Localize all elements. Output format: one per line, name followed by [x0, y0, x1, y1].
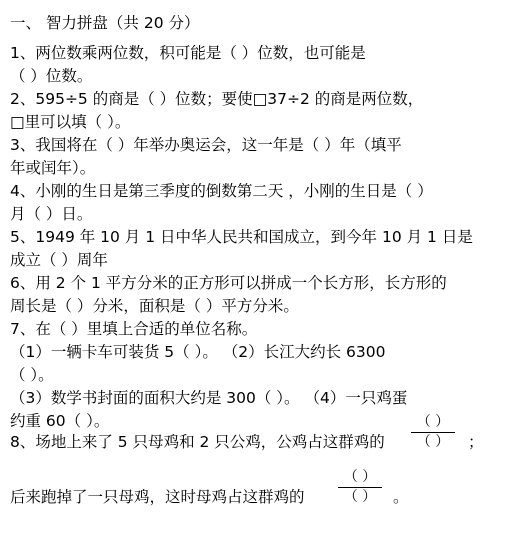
fraction-bar [411, 432, 455, 433]
question-7-item-line-3: （3）数学书封面的面积大约是 300（ ）。 （4）一只鸡蛋 [10, 389, 408, 407]
fraction-blank-1 [411, 414, 455, 451]
fraction-bar [338, 487, 382, 488]
question-8-line-1: 8、场地上来了 5 只母鸡和 2 只公鸡，公鸡占这群鸡的 [10, 433, 385, 451]
question-4-line-2: 月（ ）日。 [10, 205, 93, 223]
question-6-line-2: 周长是（ ）分米，面积是（ ）平方分米。 [10, 297, 299, 315]
question-3-line-2: 年或闰年）。 [10, 159, 96, 177]
section-title: 一、 智力拼盘（共 20 分） [10, 14, 200, 32]
question-1-line-2: （ ）位数。 [10, 67, 93, 85]
question-3-line-1: 3、我国将在（ ）年举办奥运会，这一年是（ ）年（填平 [10, 136, 402, 154]
fraction-denominator: （ ） [416, 434, 450, 450]
question-8-semicolon: ； [468, 433, 484, 451]
fraction-blank-2 [338, 469, 382, 506]
fraction-denominator: （ ） [343, 489, 377, 505]
question-6-line-1: 6、用 2 个 1 平方分米的正方形可以拼成一个长方形，长方形的 [10, 274, 447, 292]
question-7-item-line-1: （1）一辆卡车可装货 5（ ）。 （2）长江大约长 6300 [10, 343, 386, 361]
question-2-line-2: □里可以填（ ）。 [10, 113, 131, 131]
question-7-item-line-2: （ ）。 [10, 366, 54, 384]
fraction-numerator: （ ） [343, 469, 377, 485]
question-7-line-1: 7、在（ ）里填上合适的单位名称。 [10, 320, 258, 338]
question-5-line-1: 5、1949 年 10 月 1 日中华人民共和国成立，到今年 10 月 1 日是 [10, 228, 473, 246]
question-2-line-1: 2、595÷5 的商是（ ）位数；要使□37÷2 的商是两位数， [10, 90, 424, 108]
question-8-period: 。 [393, 488, 409, 506]
question-7-item-line-4: 约重 60（ ）。 [10, 412, 110, 430]
fraction-numerator: （ ） [416, 414, 450, 430]
question-8-line-2: 后来跑掉了一只母鸡，这时母鸡占这群鸡的 [10, 488, 305, 506]
question-1-line-1: 1、两位数乘两位数，积可能是（ ）位数，也可能是 [10, 44, 366, 62]
question-5-line-2: 成立（ ）周年 [10, 251, 108, 269]
question-4-line-1: 4、小刚的生日是第三季度的倒数第二天 ，小刚的生日是（ ） [10, 182, 433, 200]
